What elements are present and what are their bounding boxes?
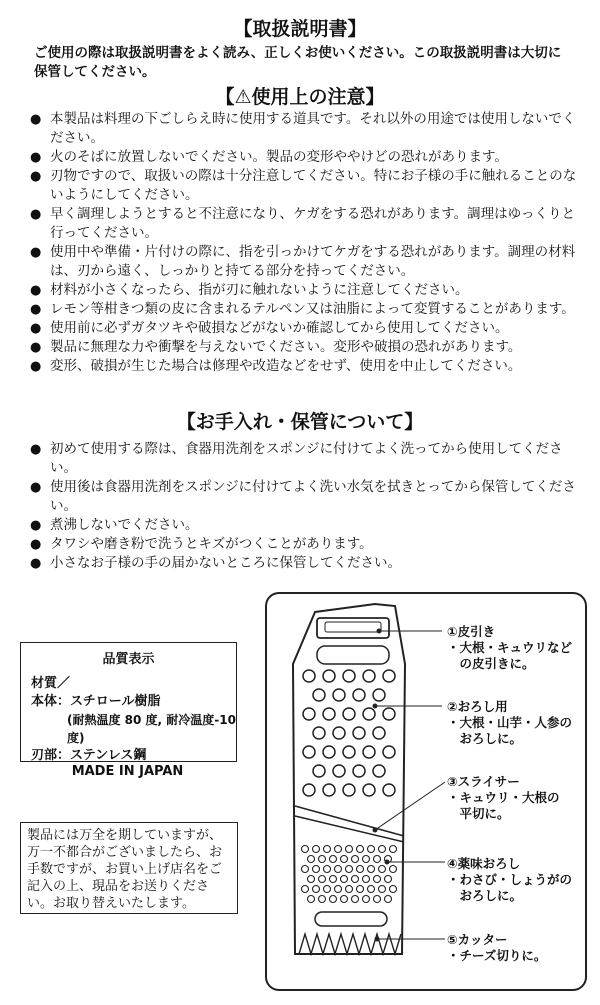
caution-title: 【⚠使用上の注意】 (215, 86, 385, 108)
manual-title: 【取扱説明書】 (233, 18, 367, 40)
made-in-japan: MADE IN JAPAN (71, 764, 184, 779)
intro-text: ご使用の際は取扱説明書をよく読み、正しくお使いください。この取扱説明書は大切に保管してください。 (34, 45, 562, 80)
care-list (30, 440, 580, 573)
care-item: ● 使用後は食器用洗剤をスポンジに付けてよく洗い水気を拭きとってから保管してください。 (30, 478, 580, 516)
quality-title: 品質表示 (102, 652, 155, 667)
quality-label-box (20, 642, 237, 762)
caution-item: ● 材料が小さくなったら、指が刃に触れないように注意してください。 (30, 281, 580, 300)
part-grater: ②おろし用 ・大根・山芋・人参の おろしに。 (447, 699, 573, 746)
caution-item: ● 刃物ですので、取扱いの際は十分注意してください。特にお子様の手に触れることのないようにしてください。 (30, 167, 580, 205)
caution-item: ● 変形、破損が生じた場合は修理や改造などをせず、使用を中止してください。 (30, 357, 580, 376)
caution-item: ● 火のそばに放置しないでください。製品の変形ややけどの恐れがあります。 (30, 148, 580, 167)
caution-item: ● 使用中や準備・片付けの際に、指を引っかけてケガをする恐れがあります。調理の材料は、刃から遠く、しっかりと持てる部分を持ってください。 (30, 243, 580, 281)
blade-material: 刃部：ステンレス鋼 (31, 748, 147, 763)
care-title: 【お手入れ・保管について】 (176, 411, 424, 433)
part-peeler: ①皮引き ・大根・キュウリなど の皮引きに。 (447, 624, 573, 671)
grater-diagram (265, 592, 587, 991)
caution-item: ● 製品に無理な力や衝撃を与えないでください。変形や破損の恐れがあります。 (30, 338, 580, 357)
material-label: 材質／ (31, 676, 71, 691)
caution-item: ● レモン等柑きつ類の皮に含まれるテルペン又は油脂によって変質することがあります。 (30, 300, 580, 319)
caution-item: ● 使用前に必ずガタツキや破損などがないか確認してから使用してください。 (30, 319, 580, 338)
care-item: ● 初めて使用する際は、食器用洗剤をスポンジに付けてよく洗ってから使用してください。 (30, 440, 580, 478)
caution-list (30, 110, 580, 376)
heat-resistance: (耐熱温度 80 度, 耐冷温度-10 度) (67, 713, 236, 745)
part-cutter: ⑤カッター ・チーズ切りに。 (447, 932, 547, 963)
care-item: ● 小さなお子様の手の届かないところに保管してください。 (30, 554, 580, 573)
care-item: ● タワシや磨き粉で洗うとキズがつくことがあります。 (30, 535, 580, 554)
part-slicer: ③スライサー ・キュウリ・大根の 平切に。 (447, 774, 560, 821)
notice-box (20, 822, 238, 914)
caution-item: ● 早く調理しようとすると不注意になり、ケガをする恐れがあります。調理はゆっくりと行ってください。 (30, 205, 580, 243)
part-condiment-grater: ④薬味おろし ・わさび・しょうがの おろしに。 (447, 856, 573, 903)
care-item: ● 煮沸しないでください。 (30, 516, 580, 535)
notice-text: 製品には万全を期していますが、万一不都合がございましたら、お手数ですが、お買い上げ店名をご記入の上、現品をお送りください。お取り替えいたします。 (27, 828, 223, 911)
body-material: 本体：スチロール樹脂 (31, 694, 161, 709)
caution-item: ● 本製品は料理の下ごしらえ時に使用する道具です。それ以外の用途では使用しないでください。 (30, 110, 580, 148)
